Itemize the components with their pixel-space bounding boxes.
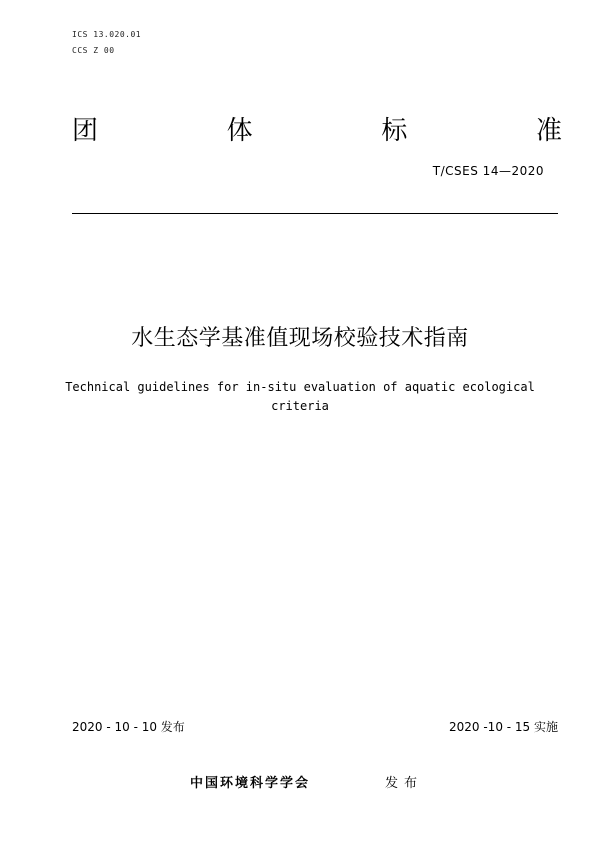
- english-title-line-2: criteria: [271, 399, 329, 413]
- issue-label: 发布: [385, 776, 424, 791]
- standard-type-char-4: 准: [535, 116, 562, 146]
- standard-type-char-1: 团: [72, 116, 99, 146]
- header-divider: [72, 213, 558, 214]
- ccs-code: CCS Z 00: [72, 46, 115, 55]
- standard-number: T/CSES 14—2020: [432, 164, 544, 178]
- ics-code: ICS 13.020.01: [72, 30, 142, 39]
- english-title: [40, 378, 560, 416]
- english-title-line-1: Technical guidelines for in-situ evaluation of aquatic ecological: [65, 380, 535, 394]
- standard-type-char-2: 体: [226, 116, 253, 146]
- issuing-organization: 中国环境科学学会: [190, 776, 311, 791]
- implementation-date: 2020 -10 - 15 实施: [449, 720, 558, 734]
- standard-type-heading: [72, 116, 562, 146]
- chinese-title: 水生态学基准值现场校验技术指南: [131, 326, 469, 351]
- issue-date: 2020 - 10 - 10 发布: [72, 720, 185, 734]
- standard-type-char-3: 标: [381, 116, 408, 146]
